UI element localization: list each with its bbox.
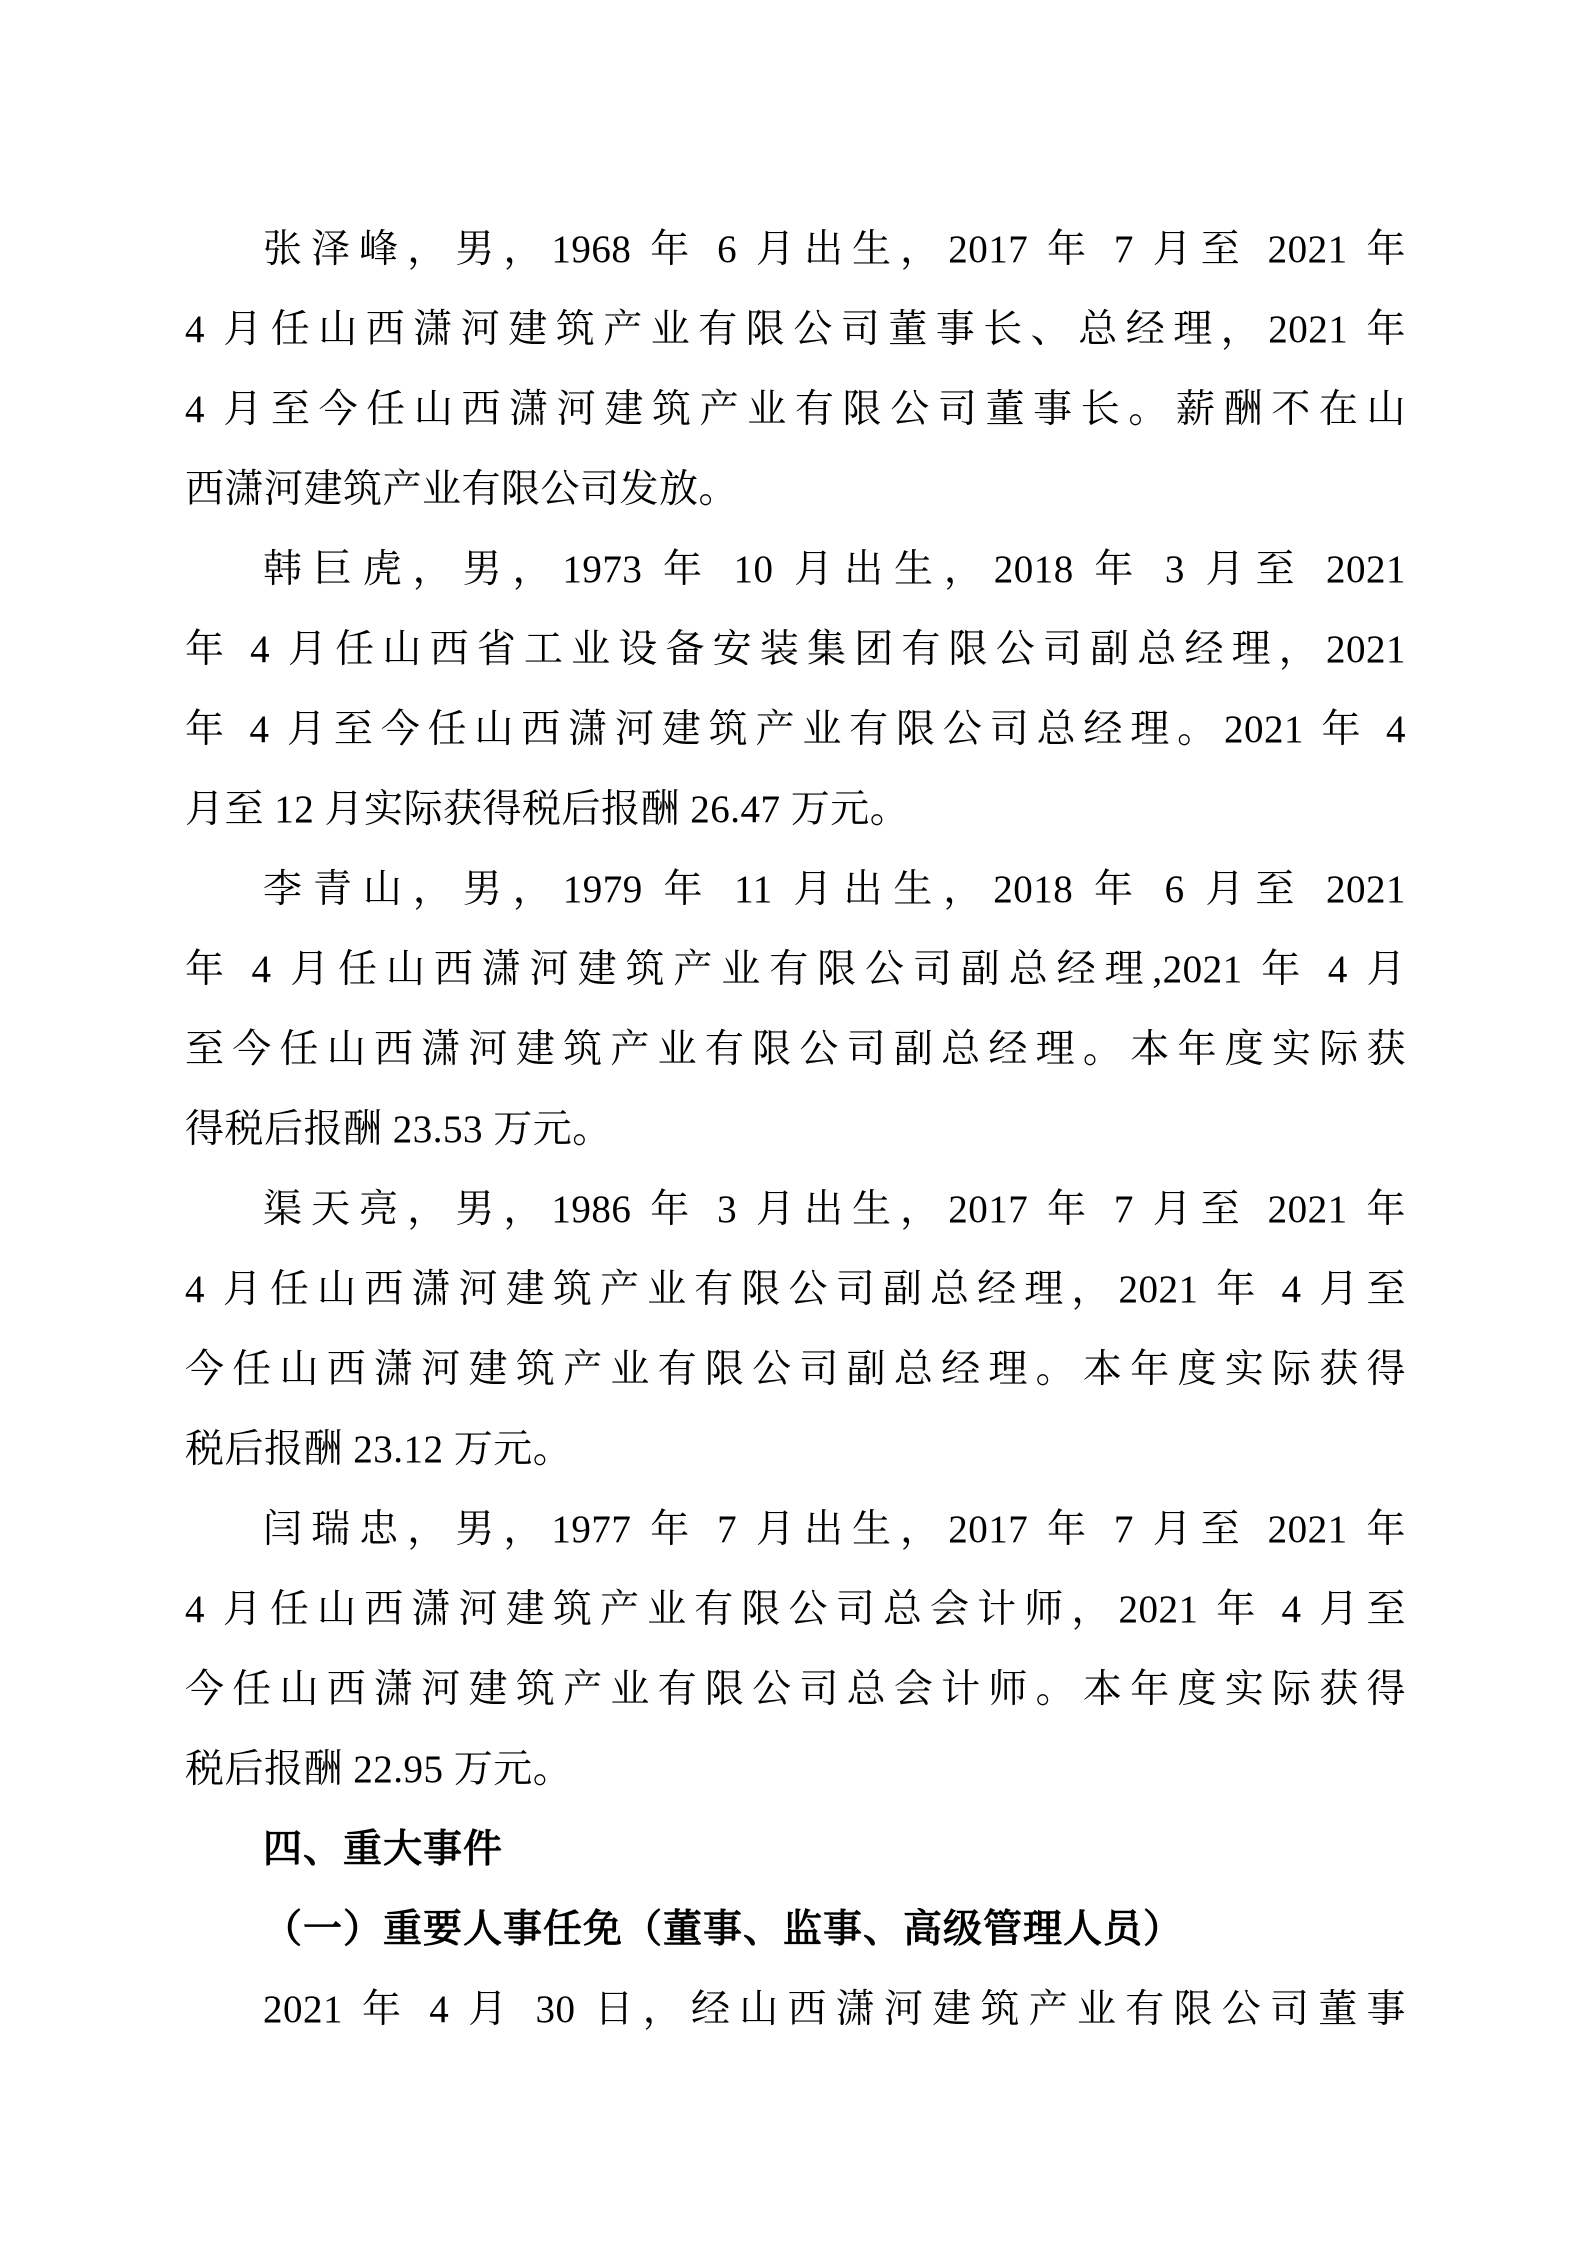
paragraph-li-qingshan bbox=[185, 850, 1406, 1170]
paragraph-yan-ruizhong bbox=[185, 1490, 1406, 1810]
paragraph-han-juhu bbox=[185, 530, 1406, 850]
paragraph-board-meeting bbox=[185, 1970, 1406, 2050]
text-line: 至今任山西潇河建筑产业有限公司副总经理。本年度实际获 bbox=[185, 1028, 1406, 1071]
text-line: 4 月至今任山西潇河建筑产业有限公司董事长。薪酬不在山 bbox=[185, 388, 1406, 431]
text-line: 年 4 月任山西潇河建筑产业有限公司副总经理,2021 年 4 月 bbox=[185, 948, 1406, 991]
text-line: 渠天亮，男，1986 年 3 月出生，2017 年 7 月至 2021 年 bbox=[263, 1188, 1406, 1231]
text-line: 税后报酬 23.12 万元。 bbox=[185, 1428, 573, 1471]
text-line: 年 4 月至今任山西潇河建筑产业有限公司总经理。2021 年 4 bbox=[185, 708, 1406, 751]
text-line: 年 4 月任山西省工业设备安装集团有限公司副总经理，2021 bbox=[185, 628, 1406, 671]
text-line: 月至 12 月实际获得税后报酬 26.47 万元。 bbox=[185, 788, 910, 831]
text-line: 张泽峰，男，1968 年 6 月出生，2017 年 7 月至 2021 年 bbox=[263, 228, 1406, 271]
text-line: 李青山，男，1979 年 11 月出生，2018 年 6 月至 2021 bbox=[263, 868, 1406, 911]
text-line: 4 月任山西潇河建筑产业有限公司董事长、总经理，2021 年 bbox=[185, 308, 1406, 351]
subsection-heading-personnel-appointments: （一）重要人事任免（董事、监事、高级管理人员） bbox=[263, 1908, 1184, 1951]
text-line: 得税后报酬 23.53 万元。 bbox=[185, 1108, 612, 1151]
text-line: 西潇河建筑产业有限公司发放。 bbox=[185, 468, 739, 511]
text-line: 今任山西潇河建筑产业有限公司总会计师。本年度实际获得 bbox=[185, 1668, 1406, 1711]
text-line: 韩巨虎，男，1973 年 10 月出生，2018 年 3 月至 2021 bbox=[263, 548, 1406, 591]
paragraph-qu-tianliang bbox=[185, 1170, 1406, 1490]
text-line: 今任山西潇河建筑产业有限公司副总经理。本年度实际获得 bbox=[185, 1348, 1406, 1391]
text-line: 2021 年 4 月 30 日，经山西潇河建筑产业有限公司董事 bbox=[263, 1988, 1406, 2031]
paragraph-zhang-zefeng bbox=[185, 210, 1406, 530]
text-line: 闫瑞忠，男，1977 年 7 月出生，2017 年 7 月至 2021 年 bbox=[263, 1508, 1406, 1551]
text-block bbox=[185, 210, 1406, 2050]
text-line: 税后报酬 22.95 万元。 bbox=[185, 1748, 573, 1791]
section-heading-major-events: 四、重大事件 bbox=[263, 1828, 504, 1871]
text-line: 4 月任山西潇河建筑产业有限公司总会计师，2021 年 4 月至 bbox=[185, 1588, 1406, 1631]
text-line: 4 月任山西潇河建筑产业有限公司副总经理，2021 年 4 月至 bbox=[185, 1268, 1406, 1311]
